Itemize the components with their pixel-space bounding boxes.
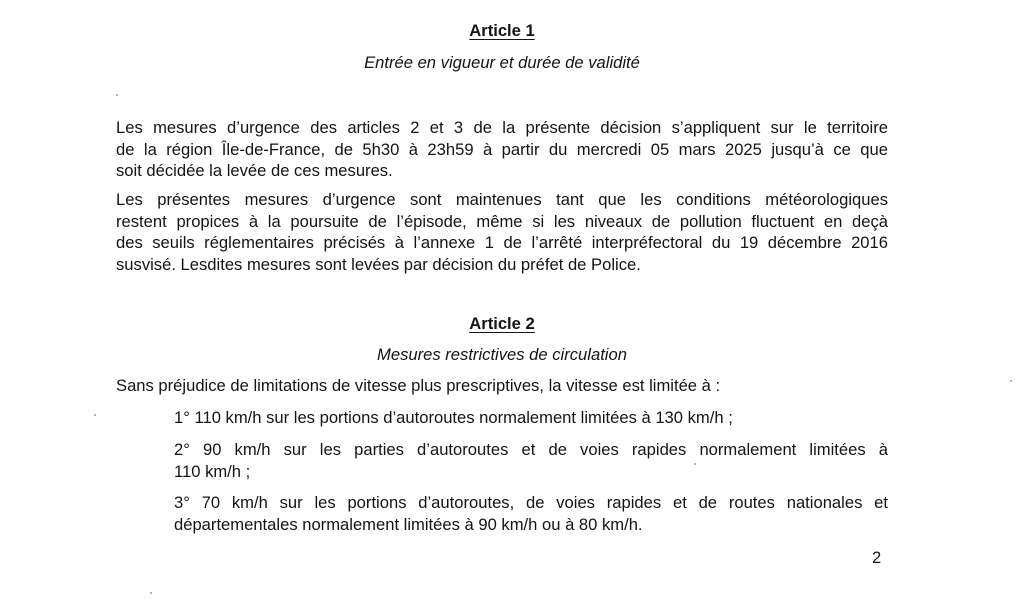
list-item-line: départementales normalement limitées à 90 km/h ou à 80 km/h. <box>174 514 643 534</box>
scan-speck <box>694 463 696 465</box>
paragraph-line: restent propices à la poursuite de l’épisode, même si les niveaux de pollution fluctuent en deçà <box>116 211 888 231</box>
scan-speck <box>1010 380 1012 382</box>
article-1-subtitle: Entrée en vigueur et durée de validité <box>364 53 640 72</box>
page-number: 2 <box>872 548 882 567</box>
list-item-line: 3° 70 km/h sur les portions d’autoroutes, de voies rapides et de routes nationales et <box>174 493 888 512</box>
scan-speck <box>150 592 152 594</box>
article-1-paragraph-2 <box>116 189 888 275</box>
article-2-item-1 <box>174 407 888 429</box>
paragraph-line: des seuils réglementaires précisés à l’annexe 1 de l’arrêté interpréfectoral du 19 décembre 2016 <box>116 233 888 252</box>
list-item-line: 2° 90 km/h sur les parties d’autoroutes et de voies rapides normalement limitées à <box>174 440 888 459</box>
article-2-subtitle: Mesures restrictives de circulation <box>377 345 627 364</box>
article-2-title: Article 2 <box>469 314 535 333</box>
scan-speck <box>94 414 96 416</box>
paragraph-line: de la région Île-de-France, de 5h30 à 23h59 à partir du mercredi 05 mars 2025 jusqu’à ce que <box>116 139 888 159</box>
paragraph-line: Les présentes mesures d’urgence sont maintenues tant que les conditions météorologiques <box>116 190 888 209</box>
paragraph-line: susvisé. Lesdites mesures sont levées par décision du préfet de Police. <box>116 254 641 274</box>
scan-speck <box>116 94 118 96</box>
paragraph-line: soit décidée la levée de ces mesures. <box>116 161 393 180</box>
article-1-title: Article 1 <box>469 21 535 40</box>
list-item-line: 110 km/h ; <box>174 461 251 481</box>
article-2-intro <box>116 375 888 397</box>
list-item-line: 1° 110 km/h sur les portions d’autoroutes normalement limitées à 130 km/h ; <box>174 408 733 427</box>
paragraph-line: Sans préjudice de limitations de vitesse plus prescriptives, la vitesse est limitée à : <box>116 376 721 395</box>
article-2-item-3 <box>174 492 888 535</box>
article-1-paragraph-1 <box>116 117 888 182</box>
article-2-item-2 <box>174 439 888 482</box>
paragraph-line: Les mesures d’urgence des articles 2 et 3 de la présente décision s’appliquent sur le territoire <box>116 118 888 137</box>
